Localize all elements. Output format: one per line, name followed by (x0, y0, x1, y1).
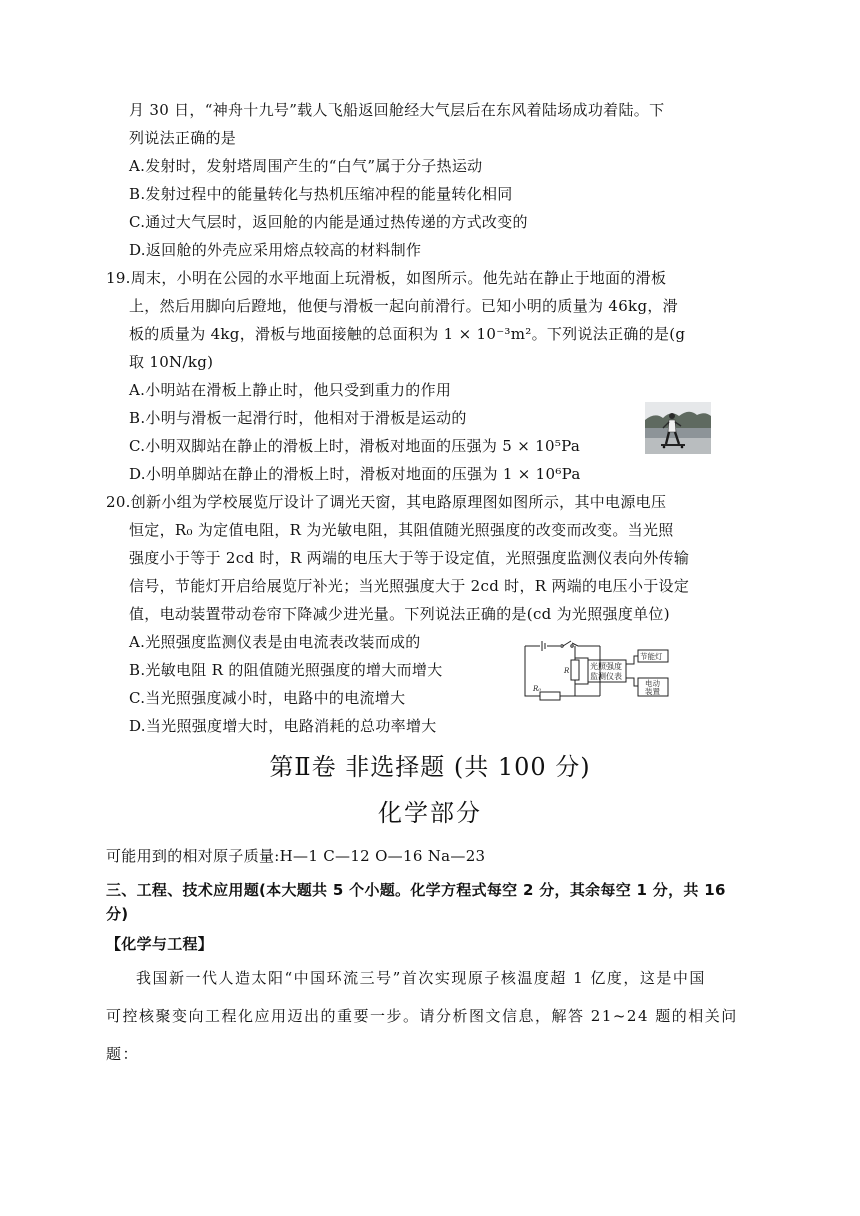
q19-option-b: B.小明与滑板一起滑行时，他相对于滑板是运动的 (129, 409, 467, 427)
q19-stem-line-1: 19.周末，小明在公园的水平地面上玩滑板，如图所示。他先站在静止于地面的滑板 (106, 269, 667, 287)
q20-stem-line-2: 恒定，R₀ 为定值电阻，R 为光敏电阻，其阻值随光照强度的改变而改变。当光照 (129, 521, 674, 539)
part3-heading-line-1: 三、工程、技术应用题(本大题共 5 个小题。化学方程式每空 2 分，其余每空 1 分，共 16 (106, 881, 726, 899)
q20-option-b: B.光敏电阻 R 的阻值随光照强度的增大而增大 (129, 661, 443, 679)
meter-label-2: 监测仪表 (590, 672, 622, 681)
lamp-label: 节能灯 (640, 652, 663, 661)
motor-label-2: 装置 (645, 687, 660, 696)
q19-option-a: A.小明站在滑板上静止时，他只受到重力的作用 (129, 381, 452, 399)
q20-stem-line-1: 20.创新小组为学校展览厅设计了调光天窗，其电路原理图如图所示，其中电源电压 (106, 493, 667, 511)
q18-stem-line-2: 列说法正确的是 (129, 129, 237, 147)
q20-option-c: C.当光照强度减小时，电路中的电流增大 (129, 689, 406, 707)
q19-stem-line-3: 板的质量为 4kg，滑板与地面接触的总面积为 1 × 10⁻³m²。下列说法正确的是(g (129, 325, 686, 343)
section-title: 第Ⅱ卷 非选择题 (共 100 分) (269, 753, 591, 781)
topic-heading: 【化学与工程】 (106, 935, 214, 953)
q19-option-c: C.小明双脚站在静止的滑板上时，滑板对地面的压强为 5 × 10⁵Pa (129, 437, 581, 455)
q20-stem-line-3: 强度小于等于 2cd 时，R 两端的电压大于等于设定值，光照强度监测仪表向外传输 (129, 549, 690, 567)
q19-stem-line-4: 取 10N/kg) (129, 353, 214, 371)
q19-option-d: D.小明单脚站在静止的滑板上时，滑板对地面的压强为 1 × 10⁶Pa (129, 465, 581, 483)
chemistry-title: 化学部分 (378, 799, 482, 827)
circuit-diagram (520, 636, 670, 706)
skateboard-photo (645, 402, 711, 454)
intro-line-3: 题： (106, 1045, 140, 1063)
q19-stem-line-2: 上，然后用脚向后蹬地，他便与滑板一起向前滑行。已知小明的质量为 46kg，滑 (129, 297, 678, 315)
meter-label-1: 光照强度 (590, 662, 622, 671)
intro-line-1: 我国新一代人造太阳“中国环流三号”首次实现原子核温度超 1 亿度，这是中国 (136, 969, 706, 987)
q20-option-a: A.光照强度监测仪表是由电流表改装而成的 (129, 633, 421, 651)
q18-option-b: B.发射过程中的能量转化与热机压缩冲程的能量转化相同 (129, 185, 513, 203)
q18-stem-line-1: 月 30 日，“神舟十九号”载人飞船返回舱经大气层后在东风着陆场成功着陆。下 (129, 101, 665, 119)
q18-option-c: C.通过大气层时，返回舱的内能是通过热传递的方式改变的 (129, 213, 528, 231)
atomic-mass-line: 可能用到的相对原子质量:H—1 C—12 O—16 Na—23 (106, 847, 486, 865)
q20-stem-line-5: 值，电动装置带动卷帘下降减少进光量。下列说法正确的是(cd 为光照强度单位) (129, 605, 670, 623)
q20-stem-line-4: 信号，节能灯开启给展览厅补光；当光照强度大于 2cd 时，R 两端的电压小于设定 (129, 577, 690, 595)
intro-line-2: 可控核聚变向工程化应用迈出的重要一步。请分析图文信息，解答 21~24 题的相关问 (106, 1007, 738, 1025)
circuit-r0-label: R₀ (533, 685, 542, 693)
q18-option-a: A.发射时，发射塔周围产生的“白气”属于分子热运动 (129, 157, 483, 175)
part3-heading-line-2: 分) (106, 905, 129, 923)
q18-option-d: D.返回舱的外壳应采用熔点较高的材料制作 (129, 241, 422, 259)
q20-option-d: D.当光照强度增大时，电路消耗的总功率增大 (129, 717, 437, 735)
motor-label-1: 电动 (645, 679, 660, 688)
circuit-r-label: R (564, 667, 570, 675)
